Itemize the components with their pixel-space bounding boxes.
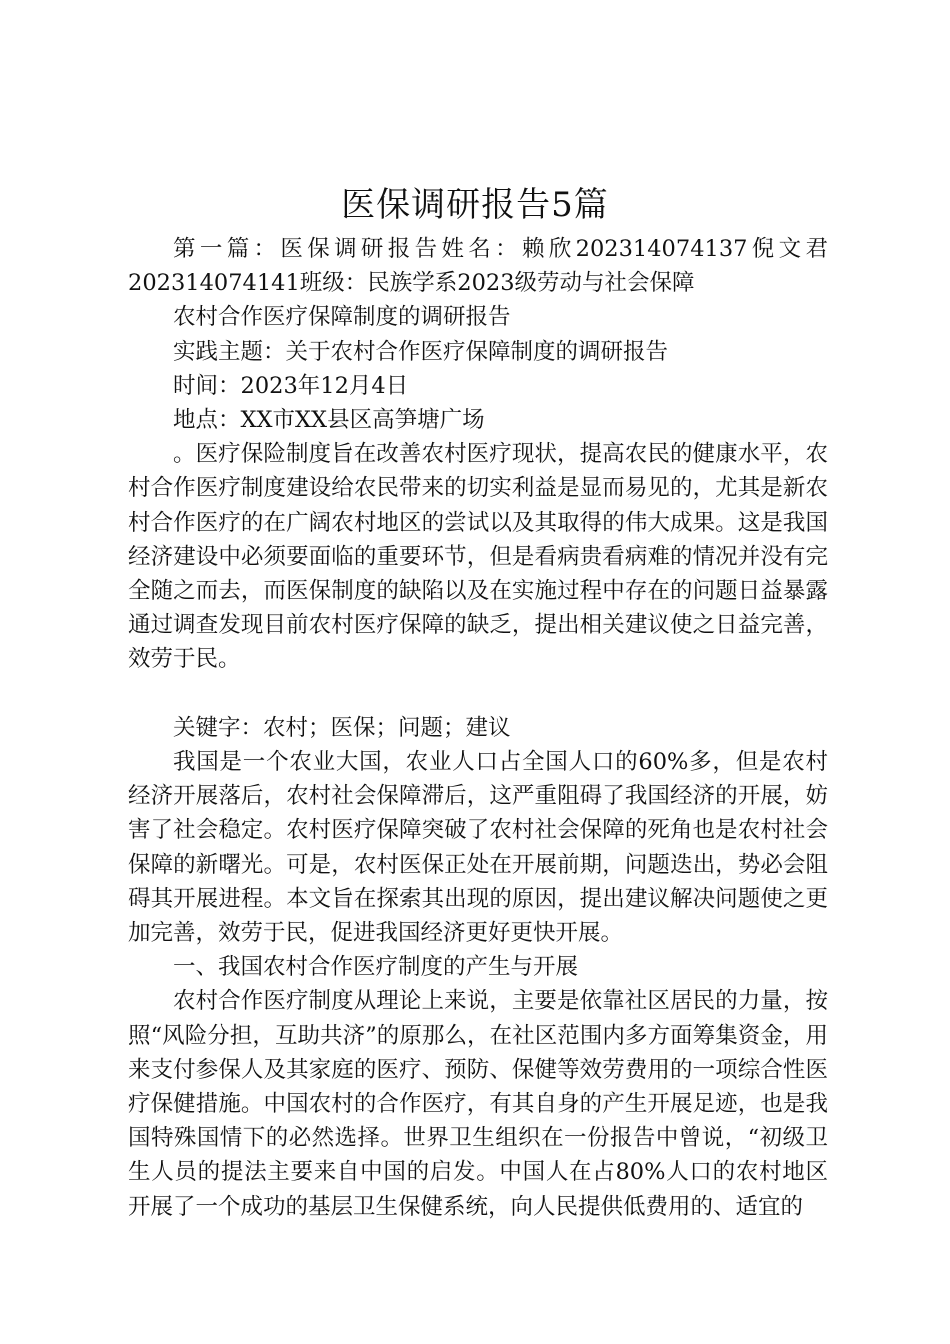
section-heading-1: 一、我国农村合作医疗制度的产生与开展 bbox=[173, 954, 579, 981]
paragraph-section-1-body: 农村合作医疗制度从理论上来说，主要是依靠社区居民的力量，按照“风险分担，互助共济”的原那么，在社区范围内多方面筹集资金，用来支付参保人及其家庭的医疗、预防、保健等效劳费用的一项综合性医疗保健措施。中国农村的合作医疗，有其自身的产生开展足迹，也是我国特殊国情下的必然选择。世界卫生组织在一份报告中曾说，“初级卫生人员的提法主要来自中国的启发。中国人在占80%人口的农村地区开展了一个成功的基层卫生保健系统，向人民提供低费用的、适宜的 bbox=[128, 988, 828, 1220]
paragraph-introduction: 我国是一个农业大国，农业人口占全国人口的60%多，但是农村经济开展落后，农村社会保障滞后，这严重阻碍了我国经济的开展，妨害了社会稳定。农村医疗保障突破了农村社会保障的死角也是农村社会保障的新曙光。可是，农村医保正处在开展前期，问题迭出，势必会阻碍其开展进程。本文旨在探索其出现的原因，提出建议解决问题使之更加完善，效劳于民，促进我国经济更好更快开展。 bbox=[128, 749, 828, 947]
paragraph-time: 时间：2023年12月4日 bbox=[173, 372, 409, 399]
paragraph-abstract: 。医疗保险制度旨在改善农村医疗现状，提高农民的健康水平，农村合作医疗制度建设给农民带来的切实利益是显而易见的，尤其是新农村合作医疗的在广阔农村地区的尝试以及其取得的伟大成果。这是我国经济建设中必须要面临的重要环节，但是看病贵看病难的情况并没有完全随之而去，而医保制度的缺陷以及在实施过程中存在的问题日益暴露通过调查发现目前农村医疗保障的缺乏，提出相关建议使之日益完善，效劳于民。 bbox=[128, 441, 828, 673]
document-title: 医保调研报告5篇 bbox=[341, 185, 609, 225]
paragraph-location: 地点：XX市XX县区高笋塘广场 bbox=[173, 407, 485, 434]
document-body bbox=[128, 232, 828, 1224]
paragraph-keywords: 关键字：农村；医保；问题；建议 bbox=[173, 714, 511, 741]
paragraph-report-title: 农村合作医疗保障制度的调研报告 bbox=[173, 304, 511, 331]
paragraph-author-info: 第一篇：医保调研报告姓名：赖欣202314074137倪文君202314074141班级：民族学系2023级劳动与社会保障 bbox=[128, 236, 828, 297]
paragraph-practice-theme: 实践主题：关于农村合作医疗保障制度的调研报告 bbox=[173, 338, 669, 365]
paragraph-spacer bbox=[128, 677, 828, 711]
